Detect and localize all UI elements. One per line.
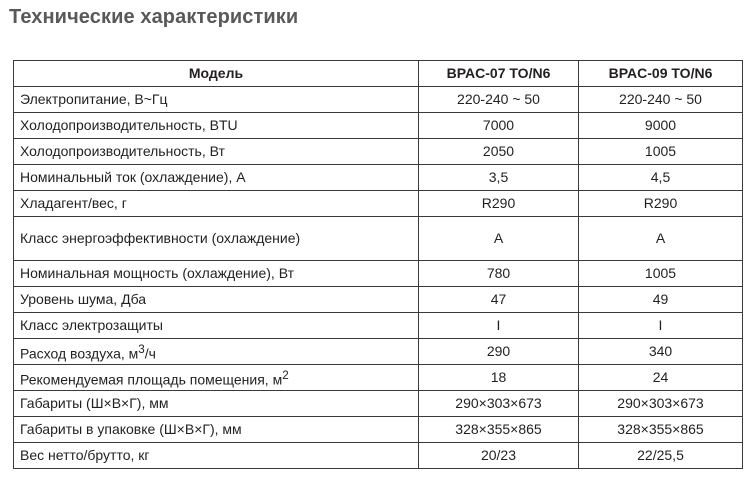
row-label [14, 365, 419, 391]
value-bpac-07: I [419, 313, 579, 339]
value-bpac-09: 1005 [579, 261, 743, 287]
value-bpac-07: 47 [419, 287, 579, 313]
row-label: Холодопроизводительность, BTU [14, 113, 419, 139]
table-row [14, 217, 743, 261]
value-bpac-07: 3,5 [419, 165, 579, 191]
value-bpac-07: 220-240 ~ 50 [419, 87, 579, 113]
superscript: 3 [138, 342, 145, 356]
table-row [14, 365, 743, 391]
value-bpac-09: I [579, 313, 743, 339]
row-label: Номинальная мощность (охлаждение), Вт [14, 261, 419, 287]
value-bpac-09: 22/25,5 [579, 443, 743, 469]
value-bpac-09: 1005 [579, 139, 743, 165]
row-label-text: Расход воздуха, м [20, 345, 139, 362]
table-row [14, 191, 743, 217]
row-label: Габариты (Ш×В×Г), мм [14, 391, 419, 417]
row-label-text: Рекомендуемая площадь помещения, м [20, 371, 283, 388]
table-row [14, 87, 743, 113]
table-row [14, 313, 743, 339]
value-bpac-07: 780 [419, 261, 579, 287]
row-label: Вес нетто/брутто, кг [14, 443, 419, 469]
value-bpac-07: R290 [419, 191, 579, 217]
value-bpac-07: 2050 [419, 139, 579, 165]
value-bpac-07: 328×355×865 [419, 417, 579, 443]
row-label [14, 339, 419, 365]
table-row [14, 417, 743, 443]
table-row [14, 339, 743, 365]
value-bpac-07: A [419, 217, 579, 261]
table-row [14, 113, 743, 139]
row-label: Номинальный ток (охлаждение), А [14, 165, 419, 191]
value-bpac-07: 20/23 [419, 443, 579, 469]
row-label: Уровень шума, Дба [14, 287, 419, 313]
row-label-suffix: /ч [144, 345, 156, 362]
value-bpac-07: 7000 [419, 113, 579, 139]
row-label: Холодопроизводительность, Вт [14, 139, 419, 165]
table-row [14, 139, 743, 165]
table-row [14, 287, 743, 313]
superscript: 2 [282, 368, 289, 382]
value-bpac-09: 24 [579, 365, 743, 391]
header-model: Модель [14, 61, 419, 87]
value-bpac-09: A [579, 217, 743, 261]
value-bpac-09: 340 [579, 339, 743, 365]
table-row [14, 391, 743, 417]
table-row [14, 443, 743, 469]
value-bpac-09: 290×303×673 [579, 391, 743, 417]
row-label: Электропитание, В~Гц [14, 87, 419, 113]
value-bpac-07: 18 [419, 365, 579, 391]
specs-table [13, 60, 743, 469]
row-label: Хладагент/вес, г [14, 191, 419, 217]
header-bpac-09: BPAC-09 TO/N6 [579, 61, 743, 87]
table-row [14, 261, 743, 287]
table-row [14, 165, 743, 191]
value-bpac-09: 220-240 ~ 50 [579, 87, 743, 113]
row-label: Класс энергоэффективности (охлаждение) [14, 217, 419, 261]
value-bpac-09: R290 [579, 191, 743, 217]
table-header-row [14, 61, 743, 87]
header-bpac-07: BPAC-07 TO/N6 [419, 61, 579, 87]
row-label: Габариты в упаковке (Ш×В×Г), мм [14, 417, 419, 443]
page-title: Технические характеристики [9, 6, 299, 28]
value-bpac-09: 49 [579, 287, 743, 313]
value-bpac-07: 290 [419, 339, 579, 365]
row-label: Класс электрозащиты [14, 313, 419, 339]
value-bpac-07: 290×303×673 [419, 391, 579, 417]
value-bpac-09: 4,5 [579, 165, 743, 191]
value-bpac-09: 328×355×865 [579, 417, 743, 443]
value-bpac-09: 9000 [579, 113, 743, 139]
